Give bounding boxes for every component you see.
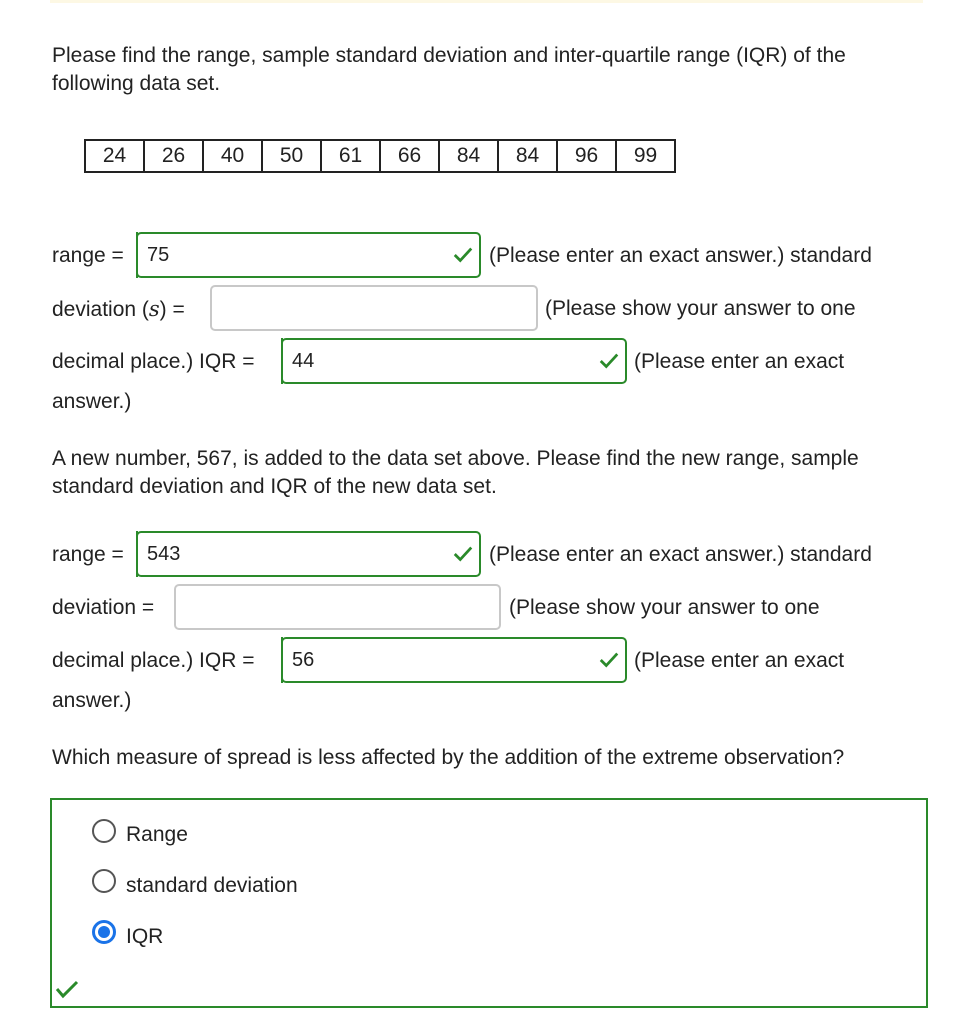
data-cell: 66 [380,140,439,172]
data-cell: 50 [262,140,321,172]
checkmark-icon [452,543,474,565]
top-accent-bar [50,0,923,3]
checkmark-icon [598,350,620,372]
data-cell: 84 [439,140,498,172]
trailing-text: answer.) [52,689,132,712]
trailing-text: answer.) [52,390,132,413]
new-range-input-value: 543 [147,543,181,565]
sd-label [52,295,185,324]
checkmark-icon [598,649,620,671]
radio-button[interactable] [92,869,116,893]
iqr-input-value: 44 [292,350,315,372]
radio-button[interactable] [92,819,116,843]
option-label: IQR [126,925,164,948]
new-iqr-label: decimal place.) IQR = [52,649,255,672]
sd-label-suffix: ) = [159,298,185,321]
option-label: Range [126,823,188,846]
sd-hint: (Please show your answer to one [545,297,856,320]
sd-label-prefix: deviation ( [52,298,149,321]
sd-input[interactable] [210,285,538,331]
range-label: range = [52,244,124,267]
new-number-text: A new number, 567, is added to the data set above. Please find the new range, sample standard deviation and IQR of the new data set. [52,447,859,498]
question-intro: Please find the range, sample standard deviation and inter-quartile range (IQR) of the following data set. [52,44,846,95]
data-cell: 26 [144,140,203,172]
data-cell: 40 [203,140,262,172]
checkmark-icon [452,244,474,266]
iqr-input[interactable] [281,338,627,384]
new-range-label: range = [52,543,124,566]
new-iqr-input[interactable] [281,637,627,683]
new-sd-input[interactable] [174,584,501,630]
new-range-hint: (Please enter an exact answer.) standard [489,543,872,566]
iqr-hint: (Please enter an exact [634,350,845,373]
checkmark-icon [55,978,79,1000]
mc-question: Which measure of spread is less affected by the addition of the extreme observation? [52,746,845,769]
data-cell: 96 [557,140,616,172]
range-input[interactable] [136,232,481,278]
new-sd-label: deviation = [52,596,155,619]
dataset-table [84,139,676,173]
range-input-value: 75 [147,244,170,266]
sd-label-variable: s [148,297,160,321]
option-label: standard deviation [126,874,298,897]
data-cell: 24 [85,140,144,172]
radio-button-selected[interactable] [92,920,116,944]
new-iqr-hint: (Please enter an exact [634,649,845,672]
new-range-input[interactable] [136,531,481,577]
data-cell: 84 [498,140,557,172]
new-iqr-input-value: 56 [292,649,315,671]
iqr-label: decimal place.) IQR = [52,350,255,373]
new-sd-hint: (Please show your answer to one [509,596,820,619]
data-cell: 61 [321,140,380,172]
data-cell: 99 [616,140,675,172]
range-hint: (Please enter an exact answer.) standard [489,244,872,267]
